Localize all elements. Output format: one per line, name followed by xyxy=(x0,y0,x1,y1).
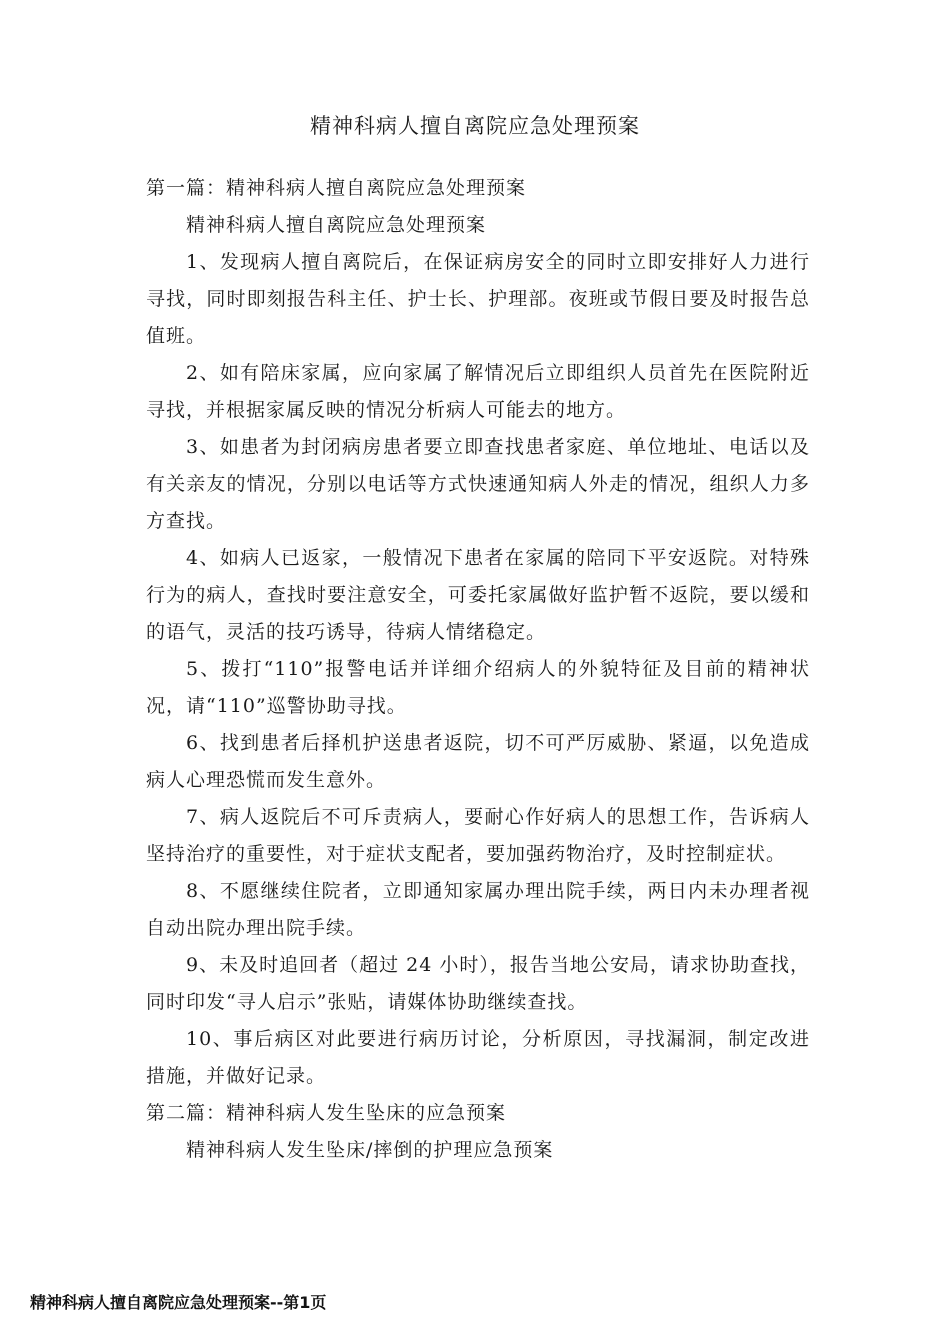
section1-heading: 第一篇：精神科病人擅自离院应急处理预案 xyxy=(146,177,527,199)
list-item: 7、病人返院后不可斥责病人，要耐心作好病人的思想工作，告诉病人坚持治疗的重要性，对于症状支配者，要加强药物治疗，及时控制症状。 xyxy=(146,806,810,865)
list-item: 5、拨打“110”报警电话并详细介绍病人的外貌特征及目前的精神状况，请“110”巡警协助寻找。 xyxy=(146,658,810,717)
section2-heading: 第二篇：精神科病人发生坠床的应急预案 xyxy=(146,1102,507,1124)
list-item: 4、如病人已返家，一般情况下患者在家属的陪同下平安返院。对特殊行为的病人，查找时要注意安全，可委托家属做好监护暂不返院，要以缓和的语气，灵活的技巧诱导，待病人情绪稳定。 xyxy=(146,547,810,643)
document-body xyxy=(146,170,810,1169)
section2-subtitle: 精神科病人发生坠床/摔倒的护理应急预案 xyxy=(186,1139,554,1161)
list-item: 6、找到患者后择机护送患者返院，切不可严厉威胁、紧逼，以免造成病人心理恐慌而发生意外。 xyxy=(146,732,810,791)
list-item: 9、未及时追回者（超过 24 小时），报告当地公安局，请求协助查找，同时印发“寻人启示”张贴，请媒体协助继续查找。 xyxy=(146,954,810,1013)
page-footer: 精神科病人擅自离院应急处理预案--第1页 xyxy=(30,1293,327,1312)
list-item: 8、不愿继续住院者，立即通知家属办理出院手续，两日内未办理者视自动出院办理出院手续。 xyxy=(146,880,810,939)
list-item: 10、事后病区对此要进行病历讨论，分析原因，寻找漏洞，制定改进措施，并做好记录。 xyxy=(146,1028,810,1087)
list-item: 2、如有陪床家属，应向家属了解情况后立即组织人员首先在医院附近寻找，并根据家属反映的情况分析病人可能去的地方。 xyxy=(146,362,810,421)
list-item: 1、发现病人擅自离院后，在保证病房安全的同时立即安排好人力进行寻找，同时即刻报告科主任、护士长、护理部。夜班或节假日要及时报告总值班。 xyxy=(146,251,810,347)
list-item: 3、如患者为封闭病房患者要立即查找患者家庭、单位地址、电话以及有关亲友的情况，分别以电话等方式快速通知病人外走的情况，组织人力多方查找。 xyxy=(146,436,810,532)
section1-subtitle: 精神科病人擅自离院应急处理预案 xyxy=(186,214,487,236)
document-title: 精神科病人擅自离院应急处理预案 xyxy=(310,114,640,138)
